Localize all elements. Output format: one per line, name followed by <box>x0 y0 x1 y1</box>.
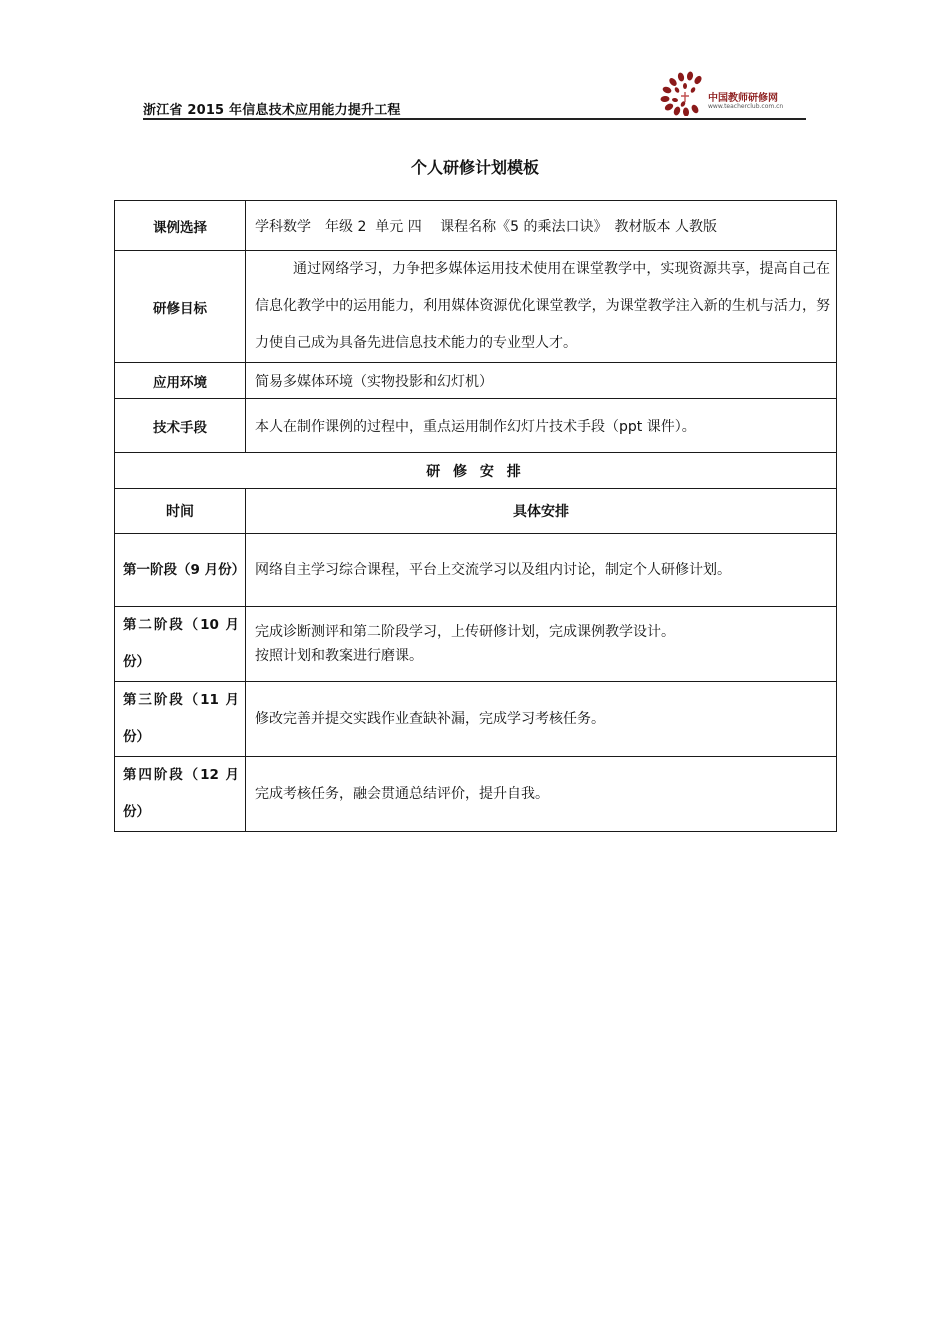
phase-time: 第四阶段（12 月份） <box>115 757 246 832</box>
phase-row <box>115 607 837 682</box>
course-row <box>115 201 837 251</box>
phase-plan-cell <box>246 757 837 832</box>
header-divider <box>143 118 806 120</box>
study-plan-table <box>114 200 837 832</box>
phase-plan-cell <box>246 534 837 607</box>
goal-label: 研修目标 <box>115 251 246 363</box>
phase-plan-line: 完成诊断测评和第二阶段学习，上传研修计划，完成课例教学设计。 <box>255 624 675 640</box>
phase-plan-cell <box>246 682 837 757</box>
technique-value: 本人在制作课例的过程中，重点运用制作幻灯片技术手段（ppt 课件）。 <box>246 399 837 453</box>
phase-plan-line: 网络自主学习综合课程，平台上交流学习以及组内讨论，制定个人研修计划。 <box>255 562 731 578</box>
course-label: 课例选择 <box>115 201 246 251</box>
technique-row <box>115 399 837 453</box>
goal-row <box>115 251 837 363</box>
phase-row <box>115 534 837 607</box>
technique-label: 技术手段 <box>115 399 246 453</box>
phase-plan-line: 完成考核任务，融会贯通总结评价，提升自我。 <box>255 786 549 802</box>
phase-row <box>115 757 837 832</box>
logo-mark-icon <box>660 71 703 116</box>
logo-url: www.teacherclub.com.cn <box>708 103 784 110</box>
header-title: 浙江省 2015 年信息技术应用能力提升工程 <box>143 103 401 118</box>
environment-row <box>115 363 837 399</box>
schedule-header: 研 修 安 排 <box>115 453 837 489</box>
column-header-row <box>115 489 837 534</box>
page-title: 个人研修计划模板 <box>410 158 539 177</box>
course-value: 学科数学 年级 2 单元 四 课程名称《5 的乘法口诀》 教材版本 人教版 <box>246 201 837 251</box>
phase-plan-line: 修改完善并提交实践作业查缺补漏，完成学习考核任务。 <box>255 711 605 727</box>
phase-time: 第三阶段（11 月份） <box>115 682 246 757</box>
time-column-header: 时间 <box>115 489 246 534</box>
phase-plan-cell <box>246 607 837 682</box>
schedule-header-row <box>115 453 837 489</box>
environment-label: 应用环境 <box>115 363 246 399</box>
phase-plan-line: 按照计划和教案进行磨课。 <box>255 648 423 664</box>
goal-cell <box>246 251 837 363</box>
plan-column-header: 具体安排 <box>246 489 837 534</box>
phase-row <box>115 682 837 757</box>
goal-value: 通过网络学习，力争把多媒体运用技术使用在课堂教学中，实现资源共享，提高自己在信息化教学中的运用能力，利用媒体资源优化课堂教学，为课堂教学注入新的生机与活力，努力使自己成为具备先进信息技术能力的专业型人才。 <box>255 261 830 351</box>
phase-time: 第二阶段（10 月份） <box>115 607 246 682</box>
logo-name: 中国教师研修网 <box>708 93 778 104</box>
environment-value: 简易多媒体环境（实物投影和幻灯机） <box>246 363 837 399</box>
phase-time: 第一阶段（9 月份） <box>115 534 246 607</box>
